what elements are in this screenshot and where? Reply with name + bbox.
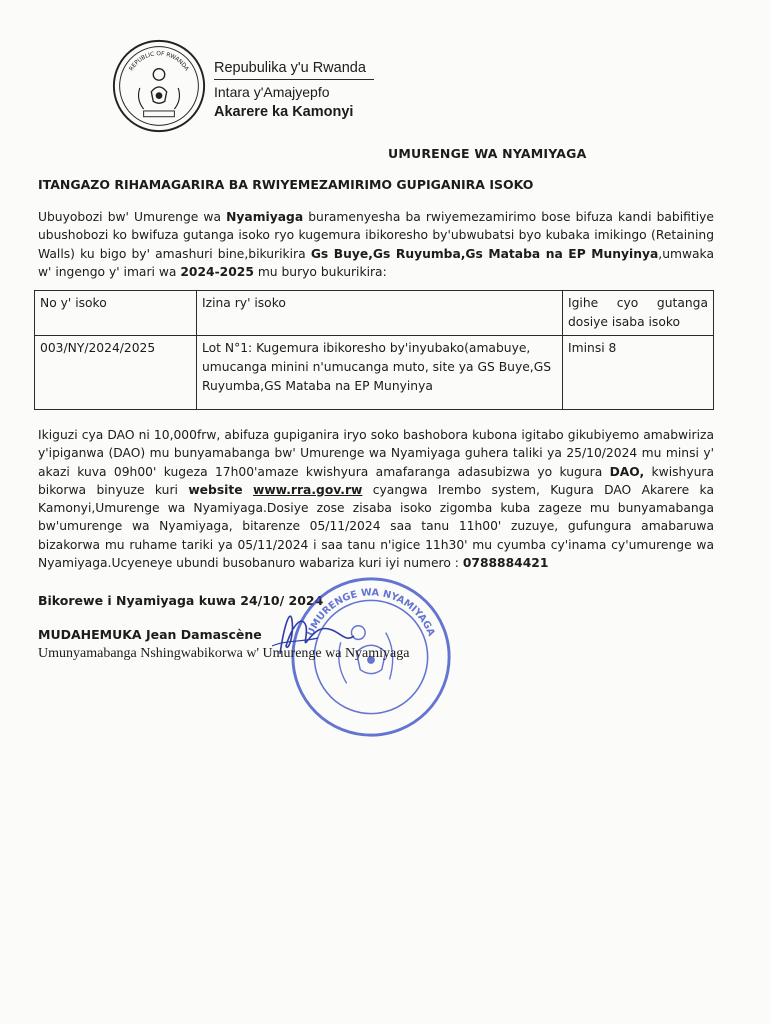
table-row bbox=[35, 336, 714, 410]
district-name: Akarere ka Kamonyi bbox=[214, 104, 354, 120]
header-cell: Izina ry' isoko bbox=[197, 291, 563, 336]
body-paragraph: Ikiguzi cya DAO ni 10,000frw, abifuza gupiganira iryo soko bashobora kubona igitabo gikubiyemo amabwiriza y'ipiganwa (DAO) mu bunyamabanga bw' Umurenge wa Nyamiyaga guhera taliki ya 25/10/2024 mu minsi y' akazi kuva 09h00' kugeza 17h00'amaze kwishyura amafaranga adasubizwa yo kugura DAO, kwishyura bikorwa binyuze kuri website www.rra.gov.rw cyangwa Irembo system, Kugura DAO Akarere ka Kamonyi,Umurenge wa Nyamiyaga.Dosiye zose zisaba isoko zigomba kuba zageze mu bunyamabanga bw'umurenge wa Nyamiyaga, bitarenze 05/11/2024 saa tanu 11h00' zuzuye, gufungura amabaruwa bizakorwa mu ruhame tariki ya 05/11/2024 i saa tanu n'igice 11h30' mu cyumba cy'inama cy'umurenge wa Nyamiyaga.Ucyeneye ubundi busobanuro wabariza kuri iyi numero : 0788884421 bbox=[38, 428, 714, 571]
table-cell: 003/NY/2024/2025 bbox=[35, 336, 197, 410]
intro-paragraph: Ubuyobozi bw' Umurenge wa Nyamiyaga buramenyesha ba rwiyemezamirimo bose bifuza kandi babifitiye ubushobozi ko bwifuza gutanga isoko ryo kugemura ibikoresho by'ubwubatsi byo kubaka imikingo (Retaining Walls) ku bigo by' amashuri bine,bikurikira Gs Buye,Gs Ruyumba,Gs Mataba na EP Munyinya,umwaka w' ingengo y' imari wa 2024-2025 mu buryo bukurikira: bbox=[38, 210, 714, 279]
signatory-name: MUDAHEMUKA Jean Damascène bbox=[38, 627, 262, 642]
table-cell: Lot N°1: Kugemura ibikoresho by'inyubako(amabuye, umucanga minini n'umucanga muto, site ya GS Buye,GS Ruyumba,GS Mataba na EP Munyinya bbox=[197, 336, 563, 410]
document-title: ITANGAZO RIHAMAGARIRA BA RWIYEMEZAMIRIMO GUPIGANIRA ISOKO bbox=[38, 177, 534, 192]
header-cell: Igihe cyo gutanga dosiye isaba isoko bbox=[563, 291, 714, 336]
letterhead bbox=[214, 60, 374, 120]
table-header-row bbox=[35, 291, 714, 336]
rwanda-emblem bbox=[111, 38, 207, 134]
signed-place-date: Bikorewe i Nyamiyaga kuwa 24/10/ 2024 bbox=[38, 593, 324, 608]
republic-name: Repubulika y'u Rwanda bbox=[214, 60, 374, 80]
website-link[interactable]: www.rra.gov.rw bbox=[252, 482, 363, 497]
table-cell: Iminsi 8 bbox=[563, 336, 714, 410]
signatory-role: Umunyamabanga Nshingwabikorwa w' Umurenge wa Nyamiyaga bbox=[38, 646, 410, 661]
province-name: Intara y'Amajyepfo bbox=[214, 84, 330, 100]
header-cell: No y' isoko bbox=[35, 291, 197, 336]
stamp-ring-text: UMURENGE WA NYAMIYAGA bbox=[305, 587, 437, 638]
tender-table bbox=[34, 290, 714, 410]
sector-title: UMURENGE WA NYAMIYAGA bbox=[388, 146, 587, 161]
emblem-text: REPUBLIC OF RWANDA bbox=[128, 51, 190, 73]
